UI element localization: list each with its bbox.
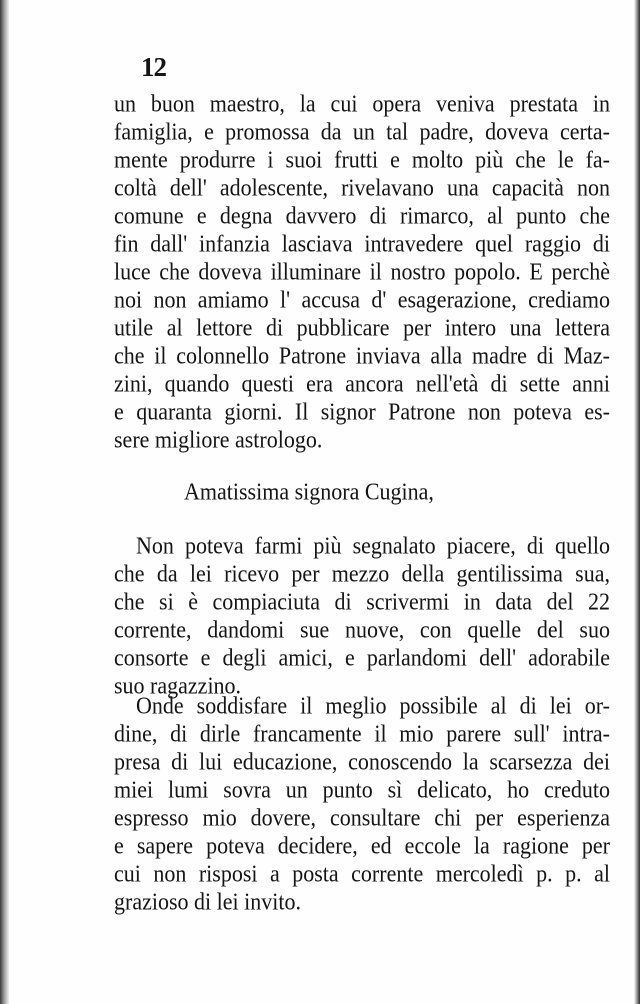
text-line: zini, quando questi era ancora nell'età di sette anni bbox=[114, 369, 610, 398]
text-line: e sapere poteva decidere, ed eccole la ragione per bbox=[114, 831, 610, 860]
text-line: miei lumi sovra un punto sì delicato, ho creduto bbox=[114, 775, 610, 804]
text-line: consorte e degli amici, e parlandomi dell' adorabile bbox=[114, 643, 610, 672]
text-line: Non poteva farmi più segnalato piacere, di quello bbox=[136, 531, 610, 560]
letter-salutation: Amatissima signora Cugina, bbox=[184, 477, 434, 506]
page-number: 12 bbox=[141, 52, 166, 82]
text-line: che da lei ricevo per mezzo della gentilissima sua, bbox=[114, 559, 610, 588]
text-line: che si è compiaciuta di scrivermi in data del 22 bbox=[114, 587, 610, 616]
text-line: luce che doveva illuminare il nostro popolo. E perchè bbox=[114, 257, 610, 286]
scan-edge-right bbox=[634, 0, 640, 1004]
text-line: corrente, dandomi sue nuove, con quelle del suo bbox=[114, 615, 610, 644]
scan-edge-left bbox=[0, 0, 9, 1004]
text-line: cui non risposi a posta corrente mercoledì p. p. al bbox=[114, 859, 610, 888]
text-line: e quaranta giorni. Il signor Patrone non poteva es- bbox=[114, 397, 610, 426]
text-line: che il colonnello Patrone inviava alla madre di Maz- bbox=[114, 341, 610, 370]
text-line: Onde soddisfare il meglio possibile al di lei or- bbox=[136, 691, 610, 720]
text-line: espresso mio dovere, consultare chi per esperienza bbox=[114, 803, 610, 832]
text-line: fin dall' infanzia lasciava intravedere quel raggio di bbox=[114, 229, 610, 258]
text-line: comune e degna davvero di rimarco, al punto che bbox=[114, 201, 610, 230]
text-line: dine, di dirle francamente il mio parere sull' intra- bbox=[114, 719, 610, 748]
text-line: utile al lettore di pubblicare per intero una lettera bbox=[114, 313, 610, 342]
text-line: noi non amiamo l' accusa d' esagerazione, crediamo bbox=[114, 285, 610, 314]
text-line: mente produrre i suoi frutti e molto più che le fa- bbox=[114, 145, 610, 174]
text-line: famiglia, e promossa da un tal padre, doveva certa- bbox=[114, 117, 610, 146]
text-line: grazioso di lei invito. bbox=[114, 887, 301, 916]
text-line: presa di lui educazione, conoscendo la scarsezza dei bbox=[114, 747, 610, 776]
text-line: un buon maestro, la cui opera veniva prestata in bbox=[114, 89, 610, 118]
text-line: sere migliore astrologo. bbox=[114, 425, 323, 454]
text-line: coltà dell' adolescente, rivelavano una capacità non bbox=[114, 173, 610, 202]
text-line: suo ragazzino. bbox=[114, 671, 242, 700]
